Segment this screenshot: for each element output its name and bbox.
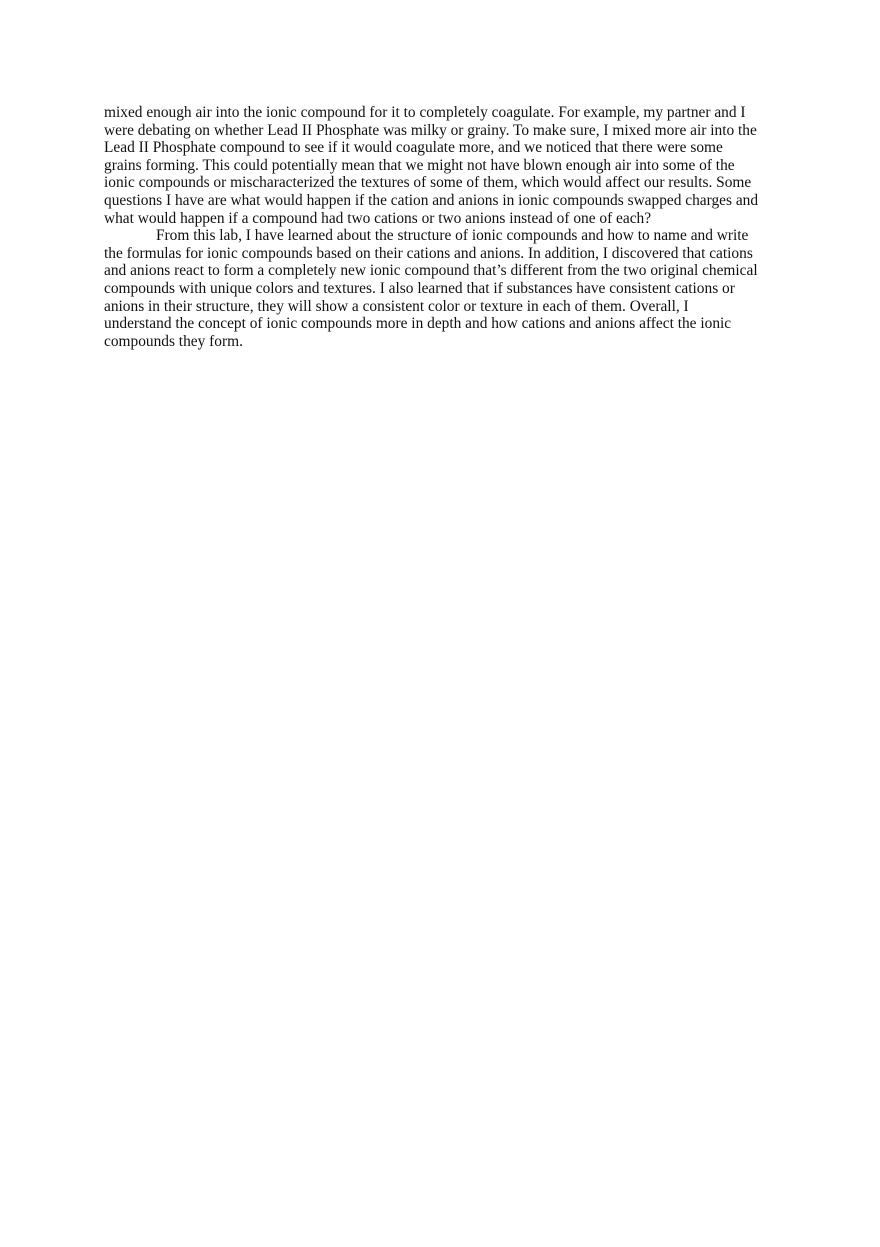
- text-line: what would happen if a compound had two cations or two anions instead of one of each?: [104, 209, 652, 227]
- text-line: ionic compounds or mischaracterized the textures of some of them, which would affect our results. Some: [104, 174, 752, 192]
- body-text: [104, 104, 780, 350]
- text-line: and anions react to form a completely new ionic compound that’s different from the two original chemical: [104, 262, 758, 280]
- text-line: grains forming. This could potentially mean that we might not have blown enough air into some of the: [104, 156, 735, 174]
- text-line: were debating on whether Lead II Phosphate was milky or grainy. To make sure, I mixed more air into the: [104, 121, 757, 139]
- text-line: anions in their structure, they will show a consistent color or texture in each of them. Overall, I: [104, 297, 689, 315]
- text-line: the formulas for ionic compounds based on their cations and anions. In addition, I discovered that cations: [104, 244, 753, 262]
- text-line: compounds with unique colors and textures. I also learned that if substances have consistent cations or: [104, 279, 735, 297]
- paragraph-start-line: From this lab, I have learned about the structure of ionic compounds and how to name and write: [156, 227, 749, 245]
- text-line: mixed enough air into the ionic compound for it to completely coagulate. For example, my partner and I: [104, 104, 746, 121]
- text-line: Lead II Phosphate compound to see if it would coagulate more, and we noticed that there were some: [104, 139, 723, 157]
- text-line: compounds they form.: [104, 332, 243, 350]
- text-line: understand the concept of ionic compounds more in depth and how cations and anions affect the ionic: [104, 315, 732, 333]
- text-line: questions I have are what would happen if the cation and anions in ionic compounds swapped charges and: [104, 191, 759, 209]
